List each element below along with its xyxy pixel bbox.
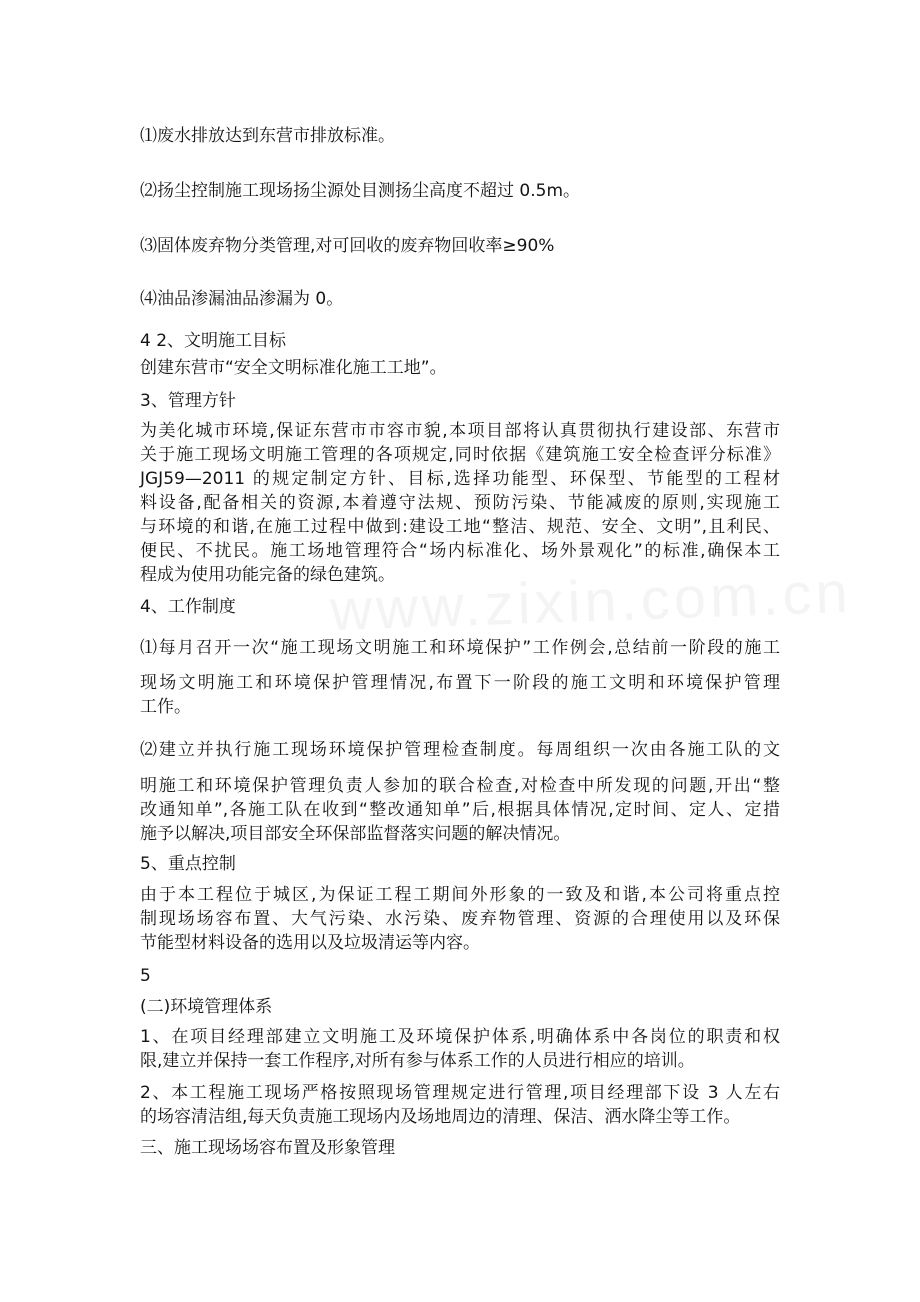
item-wastewater: ⑴废水排放达到东营市排放标准。 — [140, 126, 395, 146]
page-number: 5 — [140, 966, 151, 986]
watermark: www.zixin.com.cn — [329, 559, 853, 644]
paragraph-line: JGJ59—2011 的规定制定方针、目标,选择功能型、环保型、节能型的工程材 — [140, 469, 780, 489]
paragraph-line: 现场文明施工和环境保护管理情况,布置下一阶段的施工文明和环境保护管理 — [140, 673, 780, 693]
paragraph-line: 节能型材料设备的选用以及垃圾清运等内容。 — [140, 933, 480, 953]
section-heading: (二)环境管理体系 — [140, 997, 273, 1017]
section-heading: 4、工作制度 — [140, 597, 236, 617]
section-heading: 3、管理方针 — [140, 391, 236, 411]
item-solid-waste: ⑶固体废弃物分类管理,对可回收的废弃物回收率≥90% — [140, 236, 555, 256]
paragraph-line: 明施工和环境保护管理负责人参加的联合检查,对检查中所发现的问题,开出“整 — [140, 776, 780, 796]
paragraph-line: ⑴每月召开一次“施工现场文明施工和环境保护”工作例会,总结前一阶段的施工 — [140, 638, 780, 658]
paragraph-line: 关于施工现场文明施工管理的各项规定,同时依据《建筑施工安全检查评分标准》 — [140, 445, 780, 465]
paragraph-line: 的场容清洁组,每天负责施工现场内及场地周边的清理、保洁、洒水降尘等工作。 — [140, 1107, 741, 1127]
paragraph-line: 程成为使用功能完备的绿色建筑。 — [140, 565, 395, 585]
paragraph-line: 工作。 — [140, 697, 191, 717]
item-oil-leak: ⑷油品渗漏油品渗漏为 0。 — [140, 289, 344, 309]
paragraph-line: ⑵建立并执行施工现场环境保护管理检查制度。每周组织一次由各施工队的文 — [140, 740, 780, 760]
paragraph-line: 料设备,配备相关的资源,本着遵守法规、预防污染、节能减废的原则,实现施工 — [140, 493, 780, 513]
paragraph-line: 制现场场容布置、大气污染、水污染、废弃物管理、资源的合理使用以及环保 — [140, 909, 780, 929]
chapter-heading: 三、施工现场场容布置及形象管理 — [140, 1138, 395, 1158]
paragraph-line: 1、在项目经理部建立文明施工及环境保护体系,明确体系中各岗位的职责和权 — [140, 1027, 780, 1047]
paragraph-line: 便民、不扰民。施工场地管理符合“场内标准化、场外景观化”的标准,确保本工 — [140, 541, 780, 561]
paragraph-line: 改通知单”,各施工队在收到“整改通知单”后,根据具体情况,定时间、定人、定措 — [140, 800, 780, 820]
paragraph-line: 施予以解决,项目部安全环保部监督落实问题的解决情况。 — [140, 824, 571, 844]
paragraph-line: 限,建立并保持一套工作程序,对所有参与体系工作的人员进行相应的培训。 — [140, 1051, 695, 1071]
paragraph-line: 由于本工程位于城区,为保证工程工期间外形象的一致及和谐,本公司将重点控 — [140, 885, 780, 905]
section-heading: 4 2、文明施工目标 — [140, 331, 287, 351]
paragraph-line: 创建东营市“安全文明标准化施工工地”。 — [140, 358, 447, 378]
paragraph-line: 2、本工程施工现场严格按照现场管理规定进行管理,项目经理部下设 3 人左右 — [140, 1083, 780, 1103]
paragraph-line: 与环境的和谐,在施工过程中做到:建设工地“整洁、规范、安全、文明”,且利民、 — [140, 517, 780, 537]
item-dust-control: ⑵扬尘控制施工现场扬尘源处目测扬尘高度不超过 0.5m。 — [140, 181, 580, 201]
paragraph-line: 为美化城市环境,保证东营市市容市貌,本项目部将认真贯彻执行建设部、东营市 — [140, 421, 780, 441]
section-heading: 5、重点控制 — [140, 854, 236, 874]
